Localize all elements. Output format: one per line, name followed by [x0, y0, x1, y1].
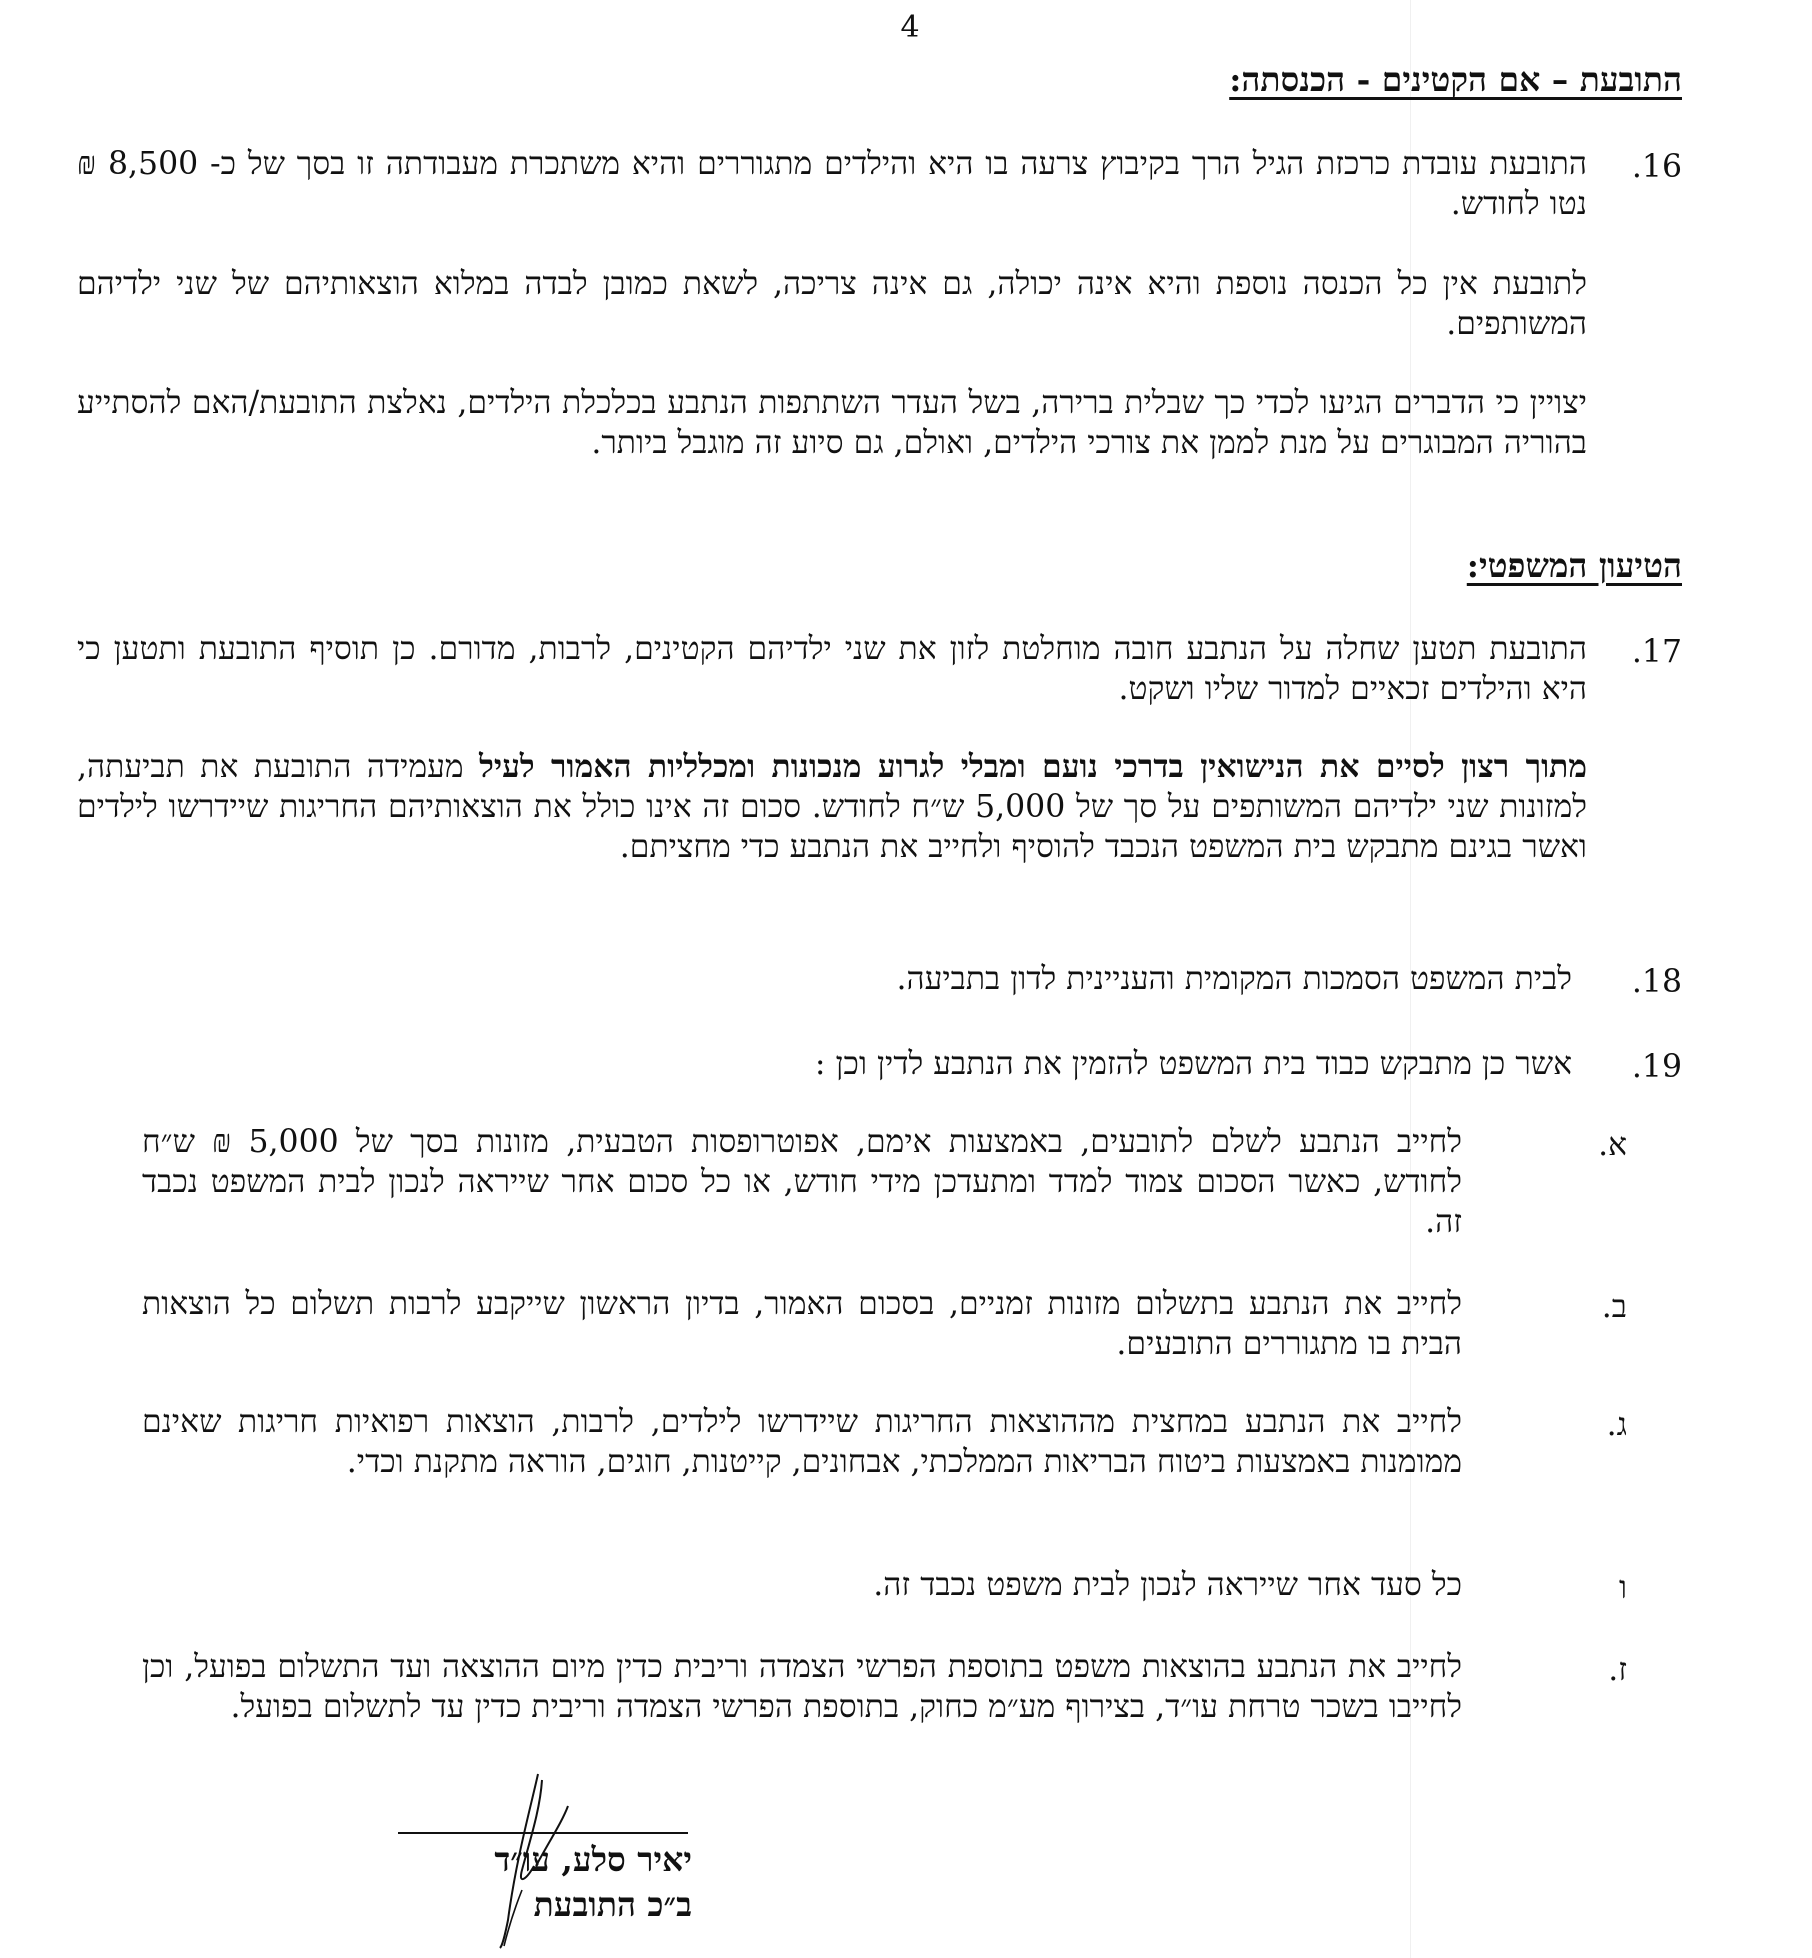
paragraph-19: אשר כן מתבקש כבוד בית המשפט להזמין את הנתבע לדין וכן :	[814, 1046, 1572, 1082]
paragraph-17-claim-amount	[77, 747, 1587, 867]
paragraph-number-17: .17	[1631, 634, 1682, 670]
paragraph-18: לבית המשפט הסמכות המקומית והעניינית לדון בתביעה.	[896, 961, 1572, 997]
paragraph-number-16: .16	[1631, 149, 1682, 185]
paragraph-number-18: .18	[1631, 964, 1682, 1000]
relief-item-letter: ב.	[1601, 1289, 1627, 1325]
paragraph-17-claim-text: מעמידה התובעת את תביעתה, למזונות שני ילדיהם המשותפים על סך של 5,000 ש״ח לחודש. סכום זה אינו כולל את הוצאותיהם החריגות שיידרשו לילדים ואשר בגינם מתבקש בית המשפט הנכבד להוסיף ולחייב את הנתבע כדי מחציתם.	[77, 749, 1587, 865]
relief-item-legal-costs: לחייב את הנתבע בהוצאות משפט בתוספת הפרשי הצמדה וריבית כדין מיום ההוצאה ועד התשלום בפועל, וכן לחייבו בשכר טרחת עו״ד, בצירוף מע״מ כחוק, בתוספת הפרשי הצמדה וריבית כדין עד לתשלום בפועל.	[142, 1649, 1462, 1725]
section-heading-income: התובעת – אם הקטינים - הכנסתה:	[1229, 60, 1682, 99]
relief-item-letter: ז.	[1608, 1652, 1627, 1688]
relief-item-letter: ג.	[1606, 1407, 1627, 1443]
page-number: 4	[900, 10, 920, 45]
paragraph-17: התובעת תטען שחלה על הנתבע חובה מוחלטת לזון את שני ילדיהם הקטינים, לרבות, מדורם. כן תוסיף התובעת ותטען כי היא והילדים זכאיים למדור שליו ושקט.	[77, 631, 1587, 707]
relief-item-temporary-alimony: לחייב את הנתבע בתשלום מזונות זמניים, בסכום האמור, בדיון הראשון שייקבע לרבות תשלום כל הוצאות הבית בו מתגוררים התובעים.	[142, 1286, 1462, 1362]
relief-item-alimony: לחייב הנתבע לשלם לתובעים, באמצעות אימם, אפוטרופסות הטבעית, מזונות בסך של 5,000 ₪ ש״ח לחודש, כאשר הסכום צמוד למדד ומתעדכן מידי חודש, או כל סכום אחר שייראה לנכון לבית המשפט נכבד זה.	[142, 1124, 1462, 1240]
paragraph-16-continuation-parents: יצויין כי הדברים הגיעו לכדי כך שבלית ברירה, בשל העדר השתתפות הנתבע בכלכלת הילדים, נאלצת התובעת/האם להסתייע בהוריה המבוגרים על מנת לממן את צורכי הילדים, ואולם, גם סיוע זה מוגבל ביותר.	[77, 385, 1587, 461]
relief-item-letter: ו	[1618, 1570, 1627, 1606]
relief-item-other-remedy: כל סעד אחר שייראה לנכון לבית משפט נכבד זה.	[873, 1567, 1462, 1603]
paragraph-number-19: .19	[1631, 1049, 1682, 1085]
relief-item-exceptional-expenses: לחייב את הנתבע במחצית מההוצאות החריגות שיידרשו לילדים, לרבות, הוצאות רפואיות חריגות שאינם ממומנות באמצעות ביטוח הבריאות הממלכתי, אבחונים, קייטנות, חוגים, הוראה מתקנת וכדי.	[142, 1404, 1462, 1480]
signature-block	[390, 1770, 710, 1950]
signatory-role: ב״כ התובעת	[533, 1885, 692, 1924]
paragraph-17-bold-lead: מתוך רצון לסיים את הנישואין בדרכי נועם ומבלי לגרוע מנכונות ומכלליות האמור לעיל	[479, 748, 1588, 785]
section-heading-legal: הטיעון המשפטי:	[1466, 546, 1682, 585]
signature-line	[398, 1832, 688, 1834]
paragraph-16-continuation-income: לתובעת אין כל הכנסה נוספת והיא אינה יכולה, גם אינה צריכה, לשאת כמובן לבדה במלוא הוצאותיהם של שני ילדיהם המשותפים.	[77, 266, 1587, 342]
relief-item-letter: א.	[1598, 1127, 1627, 1163]
paragraph-16: התובעת עובדת כרכזת הגיל הרך בקיבוץ צרעה בו היא והילדים מתגוררים והיא משתכרת מעבודתה זו בסך של כ- 8,500 ₪ נטו לחודש.	[77, 146, 1587, 222]
signatory-name: יאיר סלע, עו״ד	[494, 1840, 692, 1879]
